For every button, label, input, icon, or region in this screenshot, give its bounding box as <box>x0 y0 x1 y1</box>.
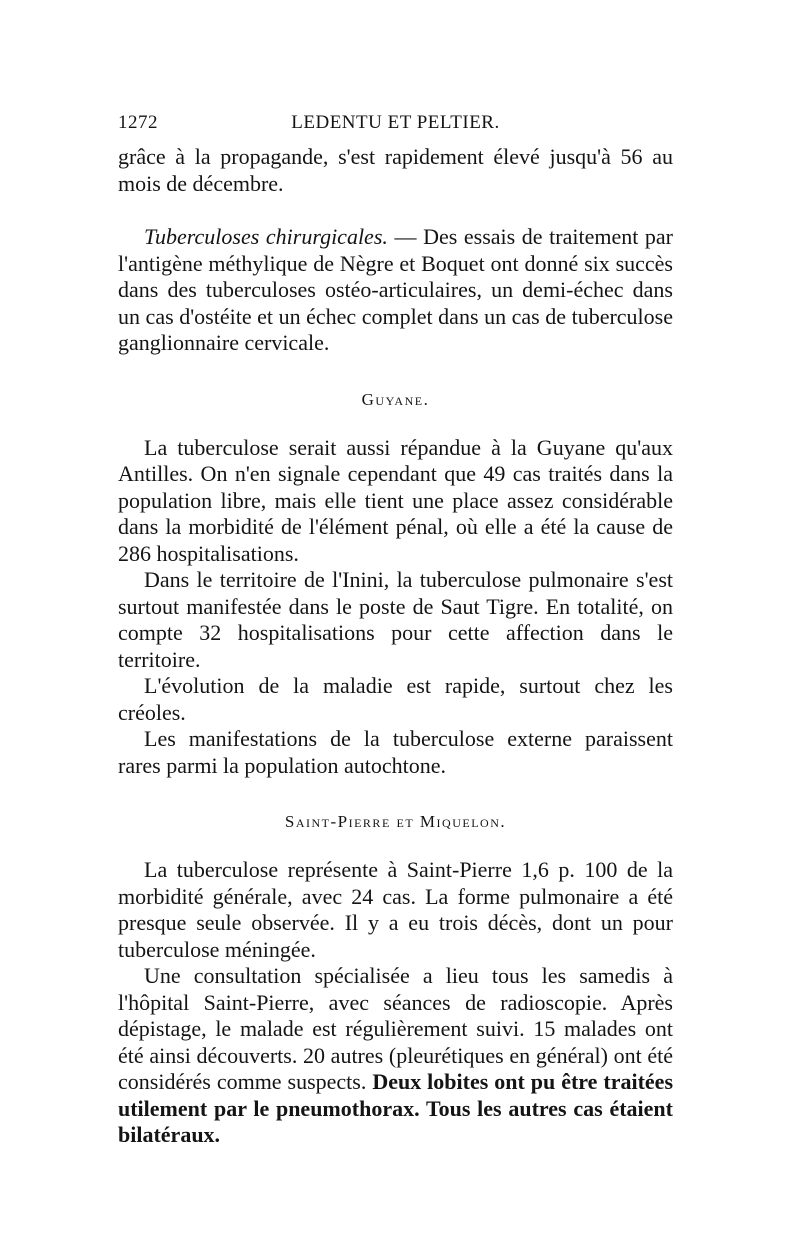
running-title: LEDENTU ET PELTIER. <box>291 112 500 133</box>
paragraph-gap <box>118 357 673 387</box>
paragraph-surgical-tuberculosis <box>118 224 673 357</box>
paragraph-body: Une consultation spécialisée a lieu tous les samedis à l'hôpital Saint-Pierre, avec séances de radioscopie. Après dépistage, le malade est régulièrement suivi. 15 malades ont été ainsi découverts. 20 autres (pleurétiques en général) ont été considérés comme suspects. <box>118 963 673 1094</box>
paragraph-gap <box>118 197 673 224</box>
page-number: 1272 <box>118 112 158 133</box>
paragraph-continuation: grâce à la propagande, s'est rapidement élevé jusqu'à 56 au mois de décembre. <box>118 144 673 196</box>
paragraph-gap <box>118 779 673 809</box>
paragraph-guyane-3: L'évolution de la maladie est rapide, surtout chez les créoles. <box>118 673 673 725</box>
paragraph-body: — Des essais de traitement par l'antigène méthylique de Nègre et Boquet ont donné six succès dans des tuberculoses ostéo-articulaires, un demi-échec dans un cas d'ostéite et un échec complet dans un cas de tuberculose ganglionnaire cervicale. <box>118 224 674 355</box>
running-head <box>118 112 673 144</box>
paragraph-saint-pierre-1: La tuberculose représente à Saint-Pierre 1,6 p. 100 de la morbidité générale, avec 24 cas. La forme pulmonaire a été presque seule observée. Il y a eu trois décès, dont un pour tuberculose méningée. <box>118 857 673 962</box>
section-lead-italic: Tuberculoses chirurgicales. <box>144 224 388 249</box>
section-heading-guyane: Guyane. <box>361 389 430 409</box>
section-heading-saint-pierre: Saint-Pierre et Miquelon. <box>284 812 507 831</box>
book-page <box>118 112 673 1149</box>
paragraph-gap <box>118 835 673 857</box>
paragraph-guyane-1: La tuberculose serait aussi répandue à la Guyane qu'aux Antilles. On n'en signale cependant que 49 cas traités dans la population libre, mais elle tient une place assez considérable dans la morbidité de l'élément pénal, où elle a été la cause de 286 hospitalisations. <box>118 434 673 566</box>
paragraph-gap <box>118 413 673 435</box>
paragraph-guyane-4: Les manifestations de la tuberculose externe paraissent rares parmi la population autochtone. <box>118 726 673 778</box>
paragraph-saint-pierre-2 <box>118 963 673 1149</box>
paragraph-bold-tail: Deux lobites ont pu être traitées utilement par le pneumothorax. Tous les autres cas étaient bilatéraux. <box>118 1069 674 1147</box>
paragraph-guyane-2: Dans le territoire de l'Inini, la tuberculose pulmonaire s'est surtout manifestée dans le poste de Saut Tigre. En totalité, on compte 32 hospitalisations pour cette affection dans le territoire. <box>118 567 673 672</box>
